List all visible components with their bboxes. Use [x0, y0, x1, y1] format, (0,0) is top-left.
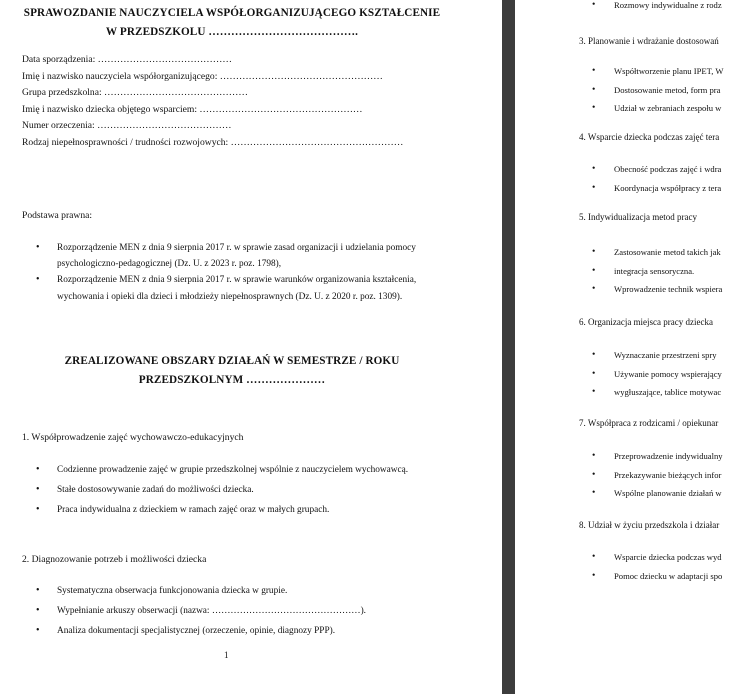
report-title-line2: W PRZEDSZKOLU ………………………………….: [105, 26, 359, 38]
report-title-line1: SPRAWOZDANIE NAUCZYCIELA WSPÓŁORGANIZUJĄCEGO KSZTAŁCENIE: [23, 7, 441, 19]
section5-heading: 5. Indywidualizacja metod pracy: [579, 212, 697, 222]
list-item: • Przekazywanie bieżących infor: [579, 468, 723, 484]
field-group: Grupa przedszkolna: ………………………………………: [22, 87, 248, 98]
field-date: Data sporządzenia: ……………………………………: [22, 54, 232, 65]
list-item: • Współtworzenie planu IPET, W: [579, 64, 723, 80]
area1-list: [22, 462, 442, 519]
top-list: [579, 0, 722, 14]
list-item: • Wsparcie dziecka podczas wyd: [579, 550, 722, 566]
section-title-line1: ZREALIZOWANE OBSZARY DZIAŁAŃ W SEMESTRZE / ROKU: [64, 355, 400, 367]
list-item: • Systematyczna obserwacja funkcjonowania dziecka w grupie.: [22, 583, 442, 599]
list-item: • Rozmowy indywidualne z rodz: [579, 0, 722, 14]
list-item: • integracja sensoryczna.: [579, 264, 722, 280]
list-item: • Wspólne planowanie działań w: [579, 486, 723, 502]
list-item: • Dostosowanie metod, form pra: [579, 83, 723, 99]
legal-basis-list: [22, 240, 442, 305]
list-item: • Rozporządzenie MEN z dnia 9 sierpnia 2017 r. w sprawie zasad organizacji i udzielania pomocy psychologiczno-pedagogicznej (Dz. U. z 2023 r. poz. 1798),: [22, 240, 442, 272]
list-item: • Koordynacja współpracy z tera: [579, 181, 721, 197]
area1-heading: 1. Współprowadzenie zajęć wychowawczo-edukacyjnych: [22, 432, 244, 443]
list-item: • Używanie pomocy wspierający: [579, 367, 722, 383]
field-teacher-name: Imię i nazwisko nauczyciela współorganizującego: ……………………………………………: [22, 70, 383, 82]
list-item: • Wyznaczanie przestrzeni spry: [579, 348, 722, 364]
section8-list: [579, 550, 722, 584]
section6-list: [579, 348, 722, 401]
list-item: • Przeprowadzenie indywidualny: [579, 449, 723, 465]
section-title-line2: PRZEDSZKOLNYM …………………: [138, 374, 326, 386]
list-item: • Analiza dokumentacji specjalistycznej (orzeczenie, opinie, diagnozy PPP).: [22, 623, 442, 639]
section3-heading: 3. Planowanie i wdrażanie dostosowań: [579, 36, 719, 46]
section6-heading: 6. Organizacja miejsca pracy dziecka: [579, 317, 714, 327]
report-title: [22, 4, 442, 42]
header-fields: [22, 52, 442, 151]
document-page-2: [515, 0, 750, 694]
section5-list: [579, 245, 722, 298]
page-number: 1: [224, 650, 229, 660]
legal-basis-label: Podstawa prawna:: [22, 210, 93, 221]
area2-list: [22, 583, 442, 640]
list-item: • Wypełnianie arkuszy obserwacji (nazwa: …………………………………………).: [22, 603, 442, 619]
section8-heading: 8. Udział w życiu przedszkola i działar: [579, 520, 720, 530]
list-item: • Pomoc dziecku w adaptacji spo: [579, 569, 722, 585]
list-item: • Praca indywidualna z dzieckiem w ramach zajęć oraz w małych grupach.: [22, 502, 442, 518]
section3-list: [579, 64, 723, 117]
list-item: • wygłuszające, tablice motywac: [579, 385, 722, 401]
list-item: • Zastosowanie metod takich jak: [579, 245, 722, 261]
section4-list: [579, 162, 721, 196]
field-child-name: Imię i nazwisko dziecka objętego wsparciem: ……………………………………………: [22, 103, 363, 115]
list-item: • Obecność podczas zajęć i wdra: [579, 162, 721, 178]
section4-heading: 4. Wsparcie dziecka podczas zajęć tera: [579, 132, 720, 142]
list-item: • Wprowadzenie technik wspiera: [579, 282, 722, 298]
section7-list: [579, 449, 723, 502]
list-item: • Codzienne prowadzenie zajęć w grupie przedszkolnej wspólnie z nauczycielem wychowawcą.: [22, 462, 442, 478]
section-title: [22, 352, 442, 390]
field-disability-type: Rodzaj niepełnosprawności / trudności rozwojowych: ………………………………………………: [22, 136, 404, 148]
list-item: • Stałe dostosowywanie zadań do możliwości dziecka.: [22, 482, 442, 498]
section7-heading: 7. Współpraca z rodzicami / opiekunar: [579, 418, 719, 428]
list-item: • Udział w zebraniach zespołu w: [579, 101, 723, 117]
list-item: • Rozporządzenie MEN z dnia 9 sierpnia 2017 r. w sprawie warunków organizowania kształcenia, wychowania i opieki dla dzieci i młodzieży niepełnosprawnych (Dz. U. z 2020 r. poz. 1309).: [22, 272, 442, 304]
area2-heading: 2. Diagnozowanie potrzeb i możliwości dziecka: [22, 554, 207, 565]
field-certificate-number: Numer orzeczenia: ……………………………………: [22, 120, 232, 131]
